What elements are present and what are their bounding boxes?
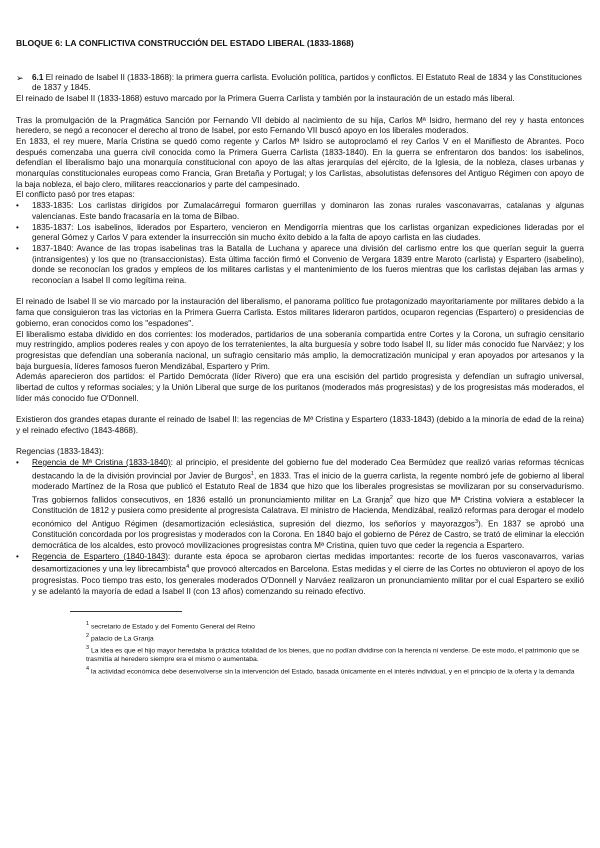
list-item	[16, 223, 584, 244]
footnote-ref[interactable]: 3	[474, 518, 479, 525]
footnote-ref[interactable]: 4	[186, 564, 190, 571]
stage-text: 1837-1840: Avance de las tropas isabelinas tras la Batalla de Luchana y aparece una división del carlismo entre los que querían seguir la guerra (intransigentes) y los que no (transaccionistas). Esta última facción firmó el Convenio de Vergara 1839 entre Maroto (carlista) y Espartero (isabelino), donde se reconocían los grados y empleos de los militares carlistas y el mantenimiento de los fueros mientras que los carlistas dejaban las armas y reconocían a Isabel II como legítima reina.	[32, 243, 584, 286]
footnote-divider	[70, 611, 182, 612]
stage-text: 1835-1837: Los isabelinos, liderados por Espartero, vencieron en Mendigorría mientras que los carlistas organizan expediciones lideradas por el general Gómez y Carlos V para extender la insurrección sin mucho éxito debido a la falta de apoyo carlista en las ciudades.	[32, 222, 584, 243]
footnote: $^2$ palacio de La Granja	[86, 633, 154, 643]
paragraph-etapas-reinado: Existieron dos grandes etapas durante el reinado de Isabel II: las regencias de Mª Cristina y Espartero (1833-1843) (debido a la minoría de edad de la reina) y el reinado efectivo (1843-4868).	[16, 415, 584, 435]
list-item	[16, 244, 584, 287]
paragraph-etapas-intro: El conflicto pasó por tres etapas:	[16, 190, 135, 200]
paragraph-pragmatica: Tras la promulgación de la Pragmática Sanción por Fernando VII debido al nacimiento de su hija, Carlos Mª Isidro, hermano del rey y hasta entonces heredero, se negó a reconocer el derecho al trono de Isabel, por esto Fernando VII buscó apoyo en los liberales moderados.	[16, 115, 584, 136]
document-page	[16, 38, 584, 676]
footnote: $^3$ La idea es que el hijo mayor heredaba la práctica totalidad de los bienes, que no podían dividirse con la herencia ni venderse. De este modo, el patrimonio que se trasmitía al heredero siempre era el mismo o aumentaba.	[86, 644, 580, 664]
paragraph-guerra-carlista: En 1833, el rey muere, María Cristina se quedó como regente y Carlos Mª Isidro se autoproclamó el rey Carlos V en el Manifiesto de Abrantes. Poco después comenzaba una guerra civil conocida como la Primera Guerra Carlista (1833-1840). En la guerra se enfrentaron dos bandos: los isabelinos, defendían el liberalismo bajo una monarquía constitucional con apoyo de las altas jerarquías del ejército, de la Iglesia, de la nobleza, clases urbanas y monarquías constitucionales europeas como Francia, Gran Bretaña y Portugal; y los Carlistas, absolutistas defensores del Antiguo Régimen con apoyo de la baja nobleza, el bajo clero, militares reaccionarios y parte del campesinado.	[16, 136, 584, 189]
footnote: $^1$ secretario de Estado y del Fomento General del Reino	[86, 621, 255, 631]
arrow-bullet-icon: ➢	[16, 72, 24, 83]
list-item: • Regencia de Mª Cristina (1833-1840): al principio, el presidente del gobierno fue del moderado Cea Bermúdez que realizó varias reformas técnicas destacando la de la división provincial por Javier de Burgos$^1$, en 1833. Tras el inicio de la guerra carlista, la regente nombró jefe de gobierno al liberal moderado Martínez de la Rosa que publicó el Estatuto Real de 1834 que hizo que los liberales progresistas se movilizaran por su conservadurismo. Tras gobiernos fallidos consecutivos, en 1836 estalló un pronunciamiento militar en La Granja$^2$ que hizo que Mª Cristina volviera a establecer la Constitución de 1812 y pusiera como presidente al progresista Calatrava. El ministro de Hacienda, Mendizábal, realizó reformas para derogar el modelo económico del Antiguo Régimen (desamortización eclesiástica, supresión del diezmo, los señoríos y mayorazgos$^3$). En 1837 se aprobó una Constitución concordada por los progresistas y moderados con la Corona. En 1840 bajo el gobierno de Pérez de Castro, se trató de eliminar la elección democrática de los alcaldes, esto provocó movilizaciones progresistas contra Mª Cristina, quien tuvo que ceder la regencia a Espartero.	[16, 457, 584, 551]
paragraph-partidos: Además aparecieron dos partidos: el Partido Demócrata (líder Rivero) que era una escisión del partido progresista y defendían un sufragio universal, libertad de cultos y reformas sociales; y la Unión Liberal que surge de los puritanos (moderados más progresistas) y de los progresistas más moderados, el líder más conocido fue O'Donnell.	[16, 372, 584, 403]
list-item	[16, 201, 584, 222]
section-heading	[16, 73, 584, 94]
list-item: • Regencia de Espartero (1840-1843): durante esta época se aprobaron ciertas medidas importantes: recorte de los fueros vasconavarros, varias desamortizaciones y una ley librecambista$^4$ que provocó altercados en Barcelona. Estas medidas y el cierre de las Cortes no obtuvieron el apoyo de los progresistas. Poco tiempo tras esto, los generales moderados O'Donnell y Narváez realizaron un pronunciamiento militar por el cual Espartero se exilió y se adelantó la mayoría de edad a Isabel II (con 13 años) comenzando su reinado efectivo.	[16, 551, 584, 596]
footnote-ref[interactable]: 2	[389, 494, 393, 501]
footnote: $^4$ la actividad económica debe desenvolverse sin la intervención del Estado, basada únicamente en el interés individual, y en el principio de la oferta y la demanda	[86, 665, 575, 676]
intro-paragraph: El reinado de Isabel II (1833-1868) estuvo marcado por la Primera Guerra Carlista y también por la instauración de un estado más liberal.	[16, 94, 515, 104]
regencia-label: Regencia de Mª Cristina (1833-1840)	[32, 457, 171, 467]
stage-text: 1833-1835: Los carlistas dirigidos por Zumalacárregui formaron guerrillas y dominaron las zonas rurales vasconavarras, catalanas y algunas valencianas. Este bando fracasaría en la toma de Bilbao.	[32, 201, 584, 221]
bullet-icon: •	[16, 457, 19, 467]
document-title: BLOQUE 6: LA CONFLICTIVA CONSTRUCCIÓN DEL ESTADO LIBERAL (1833-1868)	[16, 38, 354, 48]
paragraph-liberalismo: El reinado de Isabel II se vio marcado por la instauración del liberalismo, el panorama político fue protagonizado mayoritariamente por militares debido a la fama que consiguieron tras las victorias en la Primera Guerra Carlista. Estos militares lideraron partidos, ocuparon regencias (Espartero) o presidencias de gobierno, eran conocidos como los "espadones".	[16, 297, 584, 328]
paragraph-corrientes: El liberalismo estaba dividido en dos corrientes: los moderados, partidarios de una soberanía compartida entre Cortes y la Corona, un sufragio censitario muy restringido, amplios poderes reales y con apoyo de los terratenientes, la alta burguesía y sobre todo Isabel II, su líder más conocido fue Narváez; y los progresistas que defendían una soberanía nacional, un sufragio censitario más amplio, la democratización municipal y eran apoyados por artesanos y la baja burguesía, líderes famosos fueron Mendizábal, Espartero y Prim.	[16, 329, 584, 371]
section-heading-text: El reinado de Isabel II (1833-1868): la primera guerra carlista. Evolución política, partidos y conflictos. El Estatuto Real de 1834 y las Constituciones de 1837 y 1845.	[32, 72, 582, 93]
bullet-icon: •	[16, 222, 19, 232]
footnote-ref[interactable]: 1	[250, 470, 254, 477]
regencias-heading: Regencias (1833-1843):	[16, 447, 104, 457]
section-number: 6.1	[32, 72, 44, 82]
bullet-icon: •	[16, 201, 19, 211]
regencia-label: Regencia de Espartero (1840-1843)	[32, 551, 168, 561]
bullet-icon: •	[16, 551, 19, 561]
bullet-icon: •	[16, 243, 19, 253]
